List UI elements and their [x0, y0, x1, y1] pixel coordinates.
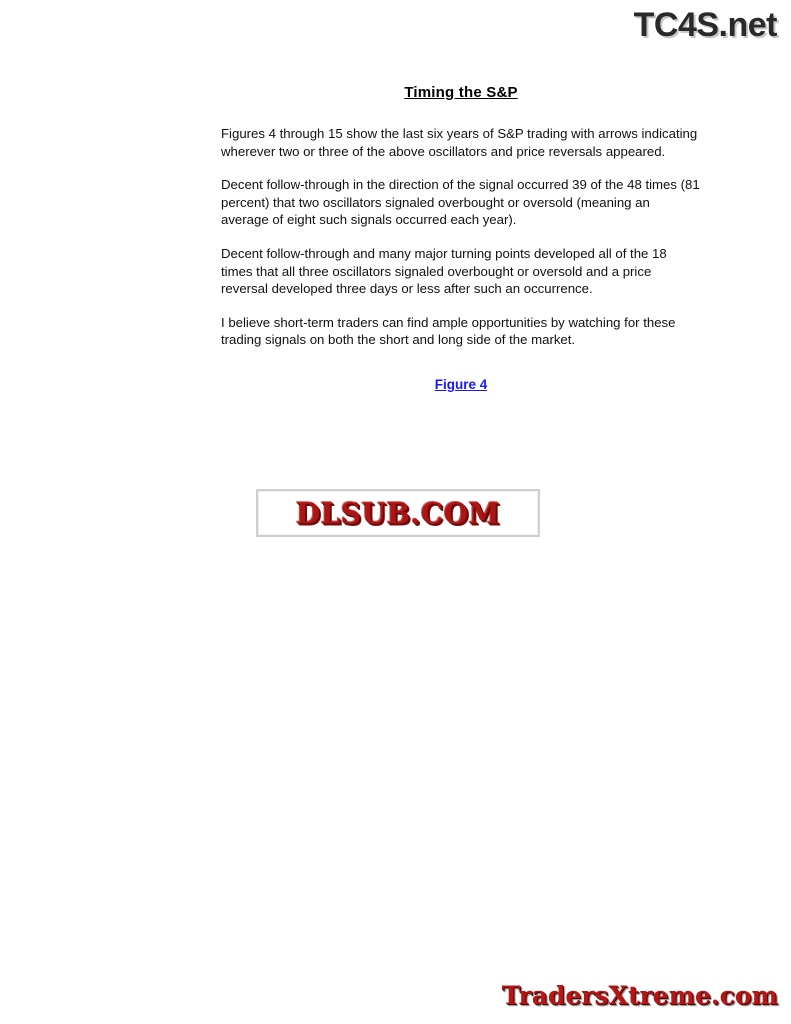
- dlsub-stamp: [256, 489, 540, 537]
- site-watermark-top: TC4S.net: [633, 6, 777, 44]
- paragraph-4: I believe short-term traders can find ample opportunities by watching for these trading signals on both the short and long side of the market.: [221, 314, 676, 348]
- figure-caption[interactable]: Figure 4: [434, 376, 488, 392]
- paragraph-3: Decent follow-through and many major turning points developed all of the 18 times that all three oscillators signaled overbought or oversold and a price reversal developed three days or less after such an occurrence.: [221, 245, 667, 297]
- page-title: Timing the S&P: [404, 84, 518, 101]
- document-body: [221, 84, 701, 392]
- paragraph-1: Figures 4 through 15 show the last six years of S&P trading with arrows indicating wherever two or three of the above oscillators and price reversals appeared.: [221, 126, 698, 159]
- dlsub-stamp-label: DLSUB.COM: [295, 495, 501, 531]
- paragraph-2: Decent follow-through in the direction of the signal occurred 39 of the 48 times (81 percent) that two oscillators signaled overbought or oversold (meaning an average of eight such signals occurred each year).: [221, 177, 700, 228]
- site-watermark-bottom: TradersXtreme.com: [501, 981, 778, 1010]
